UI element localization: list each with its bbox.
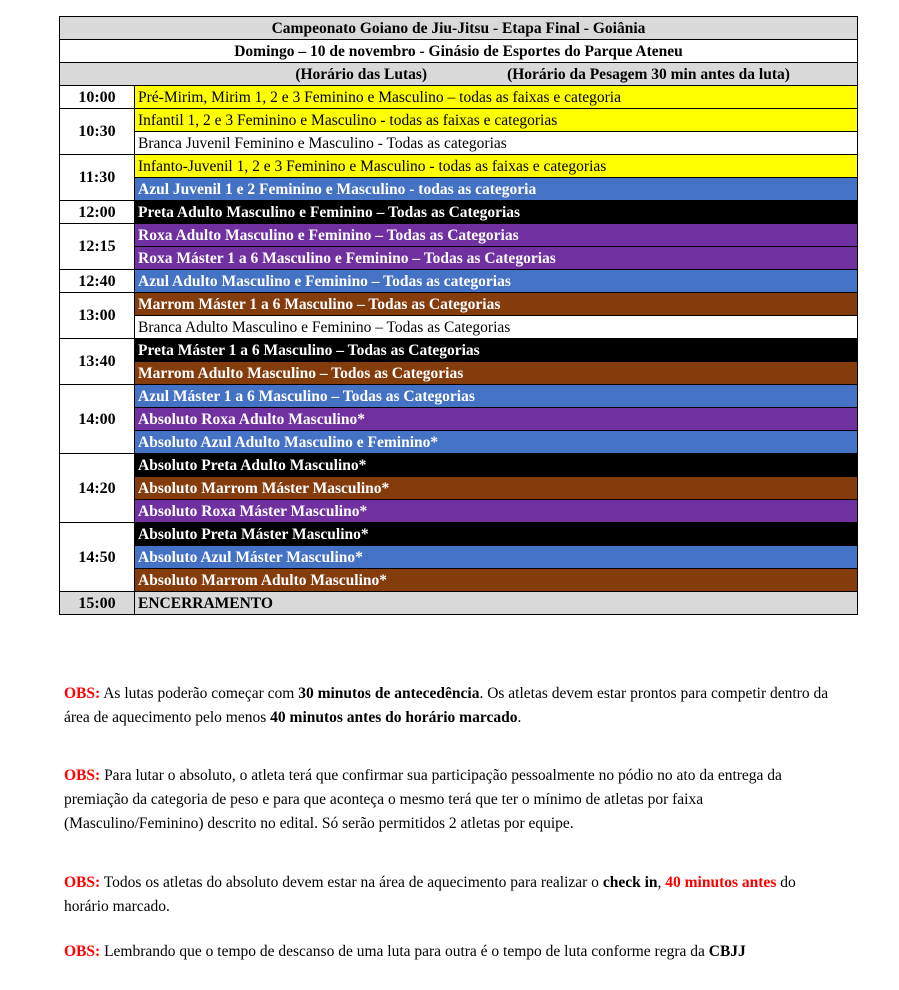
event-cell: ENCERRAMENTO xyxy=(135,592,858,615)
note-4 xyxy=(64,940,844,964)
title-row xyxy=(60,17,858,40)
time-cell: 12:00 xyxy=(60,201,135,224)
event-cell: Infantil 1, 2 e 3 Feminino e Masculino - todas as faixas e categorias xyxy=(135,109,858,132)
event-cell: Pré-Mirim, Mirim 1, 2 e 3 Feminino e Masculino – todas as faixas e categoria xyxy=(135,86,858,109)
event-cell: Roxa Máster 1 a 6 Masculino e Feminino – Todas as Categorias xyxy=(135,247,858,270)
note-3 xyxy=(64,871,844,919)
event-cell: Preta Máster 1 a 6 Masculino – Todas as Categorias xyxy=(135,339,858,362)
schedule-row xyxy=(60,477,858,500)
event-cell: Branca Juvenil Feminino e Masculino - Todas as categorias xyxy=(135,132,858,155)
note-4-bold-cbjj: CBJJ xyxy=(708,943,746,960)
time-cell: 14:00 xyxy=(60,385,135,454)
schedule-row xyxy=(60,431,858,454)
schedule-row xyxy=(60,546,858,569)
event-cell: Absoluto Preta Adulto Masculino* xyxy=(135,454,858,477)
time-cell: 13:40 xyxy=(60,339,135,385)
event-cell: Infanto-Juvenil 1, 2 e 3 Feminino e Masculino - todas as faixas e categorias xyxy=(135,155,858,178)
note-1-text-b: . Os atletas devem estar prontos para competir dentro da área de aquecimento pelo menos xyxy=(64,685,829,726)
event-cell: Absoluto Azul Máster Masculino* xyxy=(135,546,858,569)
note-3-red-text: 40 minutos antes xyxy=(665,874,777,891)
time-cell: 14:50 xyxy=(60,523,135,592)
time-cell: 12:40 xyxy=(60,270,135,293)
event-cell: Marrom Adulto Masculino – Todos as Categorias xyxy=(135,362,858,385)
time-cell: 15:00 xyxy=(60,592,135,615)
note-1 xyxy=(64,682,844,730)
time-cell: 10:30 xyxy=(60,109,135,155)
obs-label: OBS: xyxy=(64,685,101,702)
schedule-row xyxy=(60,270,858,293)
schedule-row xyxy=(60,247,858,270)
note-3-text-a: Todos os atletas do absoluto devem estar na área de aquecimento para realizar o xyxy=(103,874,603,891)
obs-label: OBS: xyxy=(64,874,101,891)
schedule-row xyxy=(60,362,858,385)
schedule-row xyxy=(60,385,858,408)
event-cell: Azul Juvenil 1 e 2 Feminino e Masculino - todas as categoria xyxy=(135,178,858,201)
schedule-row xyxy=(60,293,858,316)
schedule-row xyxy=(60,201,858,224)
note-1-bold-b: 40 minutos antes do horário marcado xyxy=(270,709,518,726)
note-1-bold-a: 30 minutos de antecedência xyxy=(298,685,480,702)
schedule-row xyxy=(60,339,858,362)
obs-label: OBS: xyxy=(64,767,101,784)
schedule-row xyxy=(60,454,858,477)
weigh-in-header: (Horário da Pesagem 30 min antes da luta) xyxy=(507,65,790,83)
time-cell: 13:00 xyxy=(60,293,135,339)
note-1-text-c: . xyxy=(517,709,522,726)
column-header-row xyxy=(60,63,858,86)
schedule-row xyxy=(60,500,858,523)
time-cell: 12:15 xyxy=(60,224,135,270)
schedule-row xyxy=(60,132,858,155)
note-3-bold-checkin: check in xyxy=(602,874,658,891)
subtitle-row xyxy=(60,40,858,63)
note-4-text: Lembrando que o tempo de descanso de uma luta para outra é o tempo de luta conforme regra da xyxy=(104,943,709,960)
event-cell: Absoluto Azul Adulto Masculino e Feminino* xyxy=(135,431,858,454)
event-subtitle: Domingo – 10 de novembro - Ginásio de Esportes do Parque Ateneu xyxy=(60,40,858,63)
event-title: Campeonato Goiano de Jiu-Jitsu - Etapa Final - Goiânia xyxy=(60,17,858,40)
event-cell: Branca Adulto Masculino e Feminino – Todas as Categorias xyxy=(135,316,858,339)
event-cell: Roxa Adulto Masculino e Feminino – Todas as Categorias xyxy=(135,224,858,247)
note-3-text-b: , xyxy=(657,874,666,891)
schedule-row xyxy=(60,86,858,109)
fight-time-header: (Horário das Lutas) xyxy=(295,65,428,83)
event-cell: Absoluto Marrom Adulto Masculino* xyxy=(135,569,858,592)
column-header xyxy=(60,63,858,86)
note-1-text-a: As lutas poderão começar com xyxy=(103,685,299,702)
time-cell: 14:20 xyxy=(60,454,135,523)
schedule-table xyxy=(59,16,858,615)
time-cell: 11:30 xyxy=(60,155,135,201)
event-cell: Preta Adulto Masculino e Feminino – Todas as Categorias xyxy=(135,201,858,224)
note-2 xyxy=(64,764,844,836)
event-cell: Absoluto Marrom Máster Masculino* xyxy=(135,477,858,500)
schedule-row xyxy=(60,155,858,178)
schedule-row xyxy=(60,592,858,615)
obs-label: OBS: xyxy=(64,943,101,960)
event-cell: Absoluto Roxa Adulto Masculino* xyxy=(135,408,858,431)
event-cell: Absoluto Roxa Máster Masculino* xyxy=(135,500,858,523)
note-3-text-c: do horário marcado. xyxy=(64,874,796,915)
note-2-text: Para lutar o absoluto, o atleta terá que confirmar sua participação pessoalmente no pódio no ato da entrega da premiação da categoria de peso e para que aconteça o mesmo terá que ter o mínimo de atletas por faixa (Masculino/Feminino) descrito no edital. Só serão permitidos 2 atletas por equipe. xyxy=(64,767,782,832)
schedule-row xyxy=(60,224,858,247)
event-cell: Azul Adulto Masculino e Feminino – Todas as categorias xyxy=(135,270,858,293)
schedule-row xyxy=(60,408,858,431)
time-cell: 10:00 xyxy=(60,86,135,109)
event-cell: Absoluto Preta Máster Masculino* xyxy=(135,523,858,546)
schedule-row xyxy=(60,109,858,132)
schedule-row xyxy=(60,316,858,339)
schedule-row xyxy=(60,569,858,592)
schedule-row xyxy=(60,178,858,201)
event-cell: Marrom Máster 1 a 6 Masculino – Todas as Categorias xyxy=(135,293,858,316)
event-cell: Azul Máster 1 a 6 Masculino – Todas as Categorias xyxy=(135,385,858,408)
schedule-row xyxy=(60,523,858,546)
